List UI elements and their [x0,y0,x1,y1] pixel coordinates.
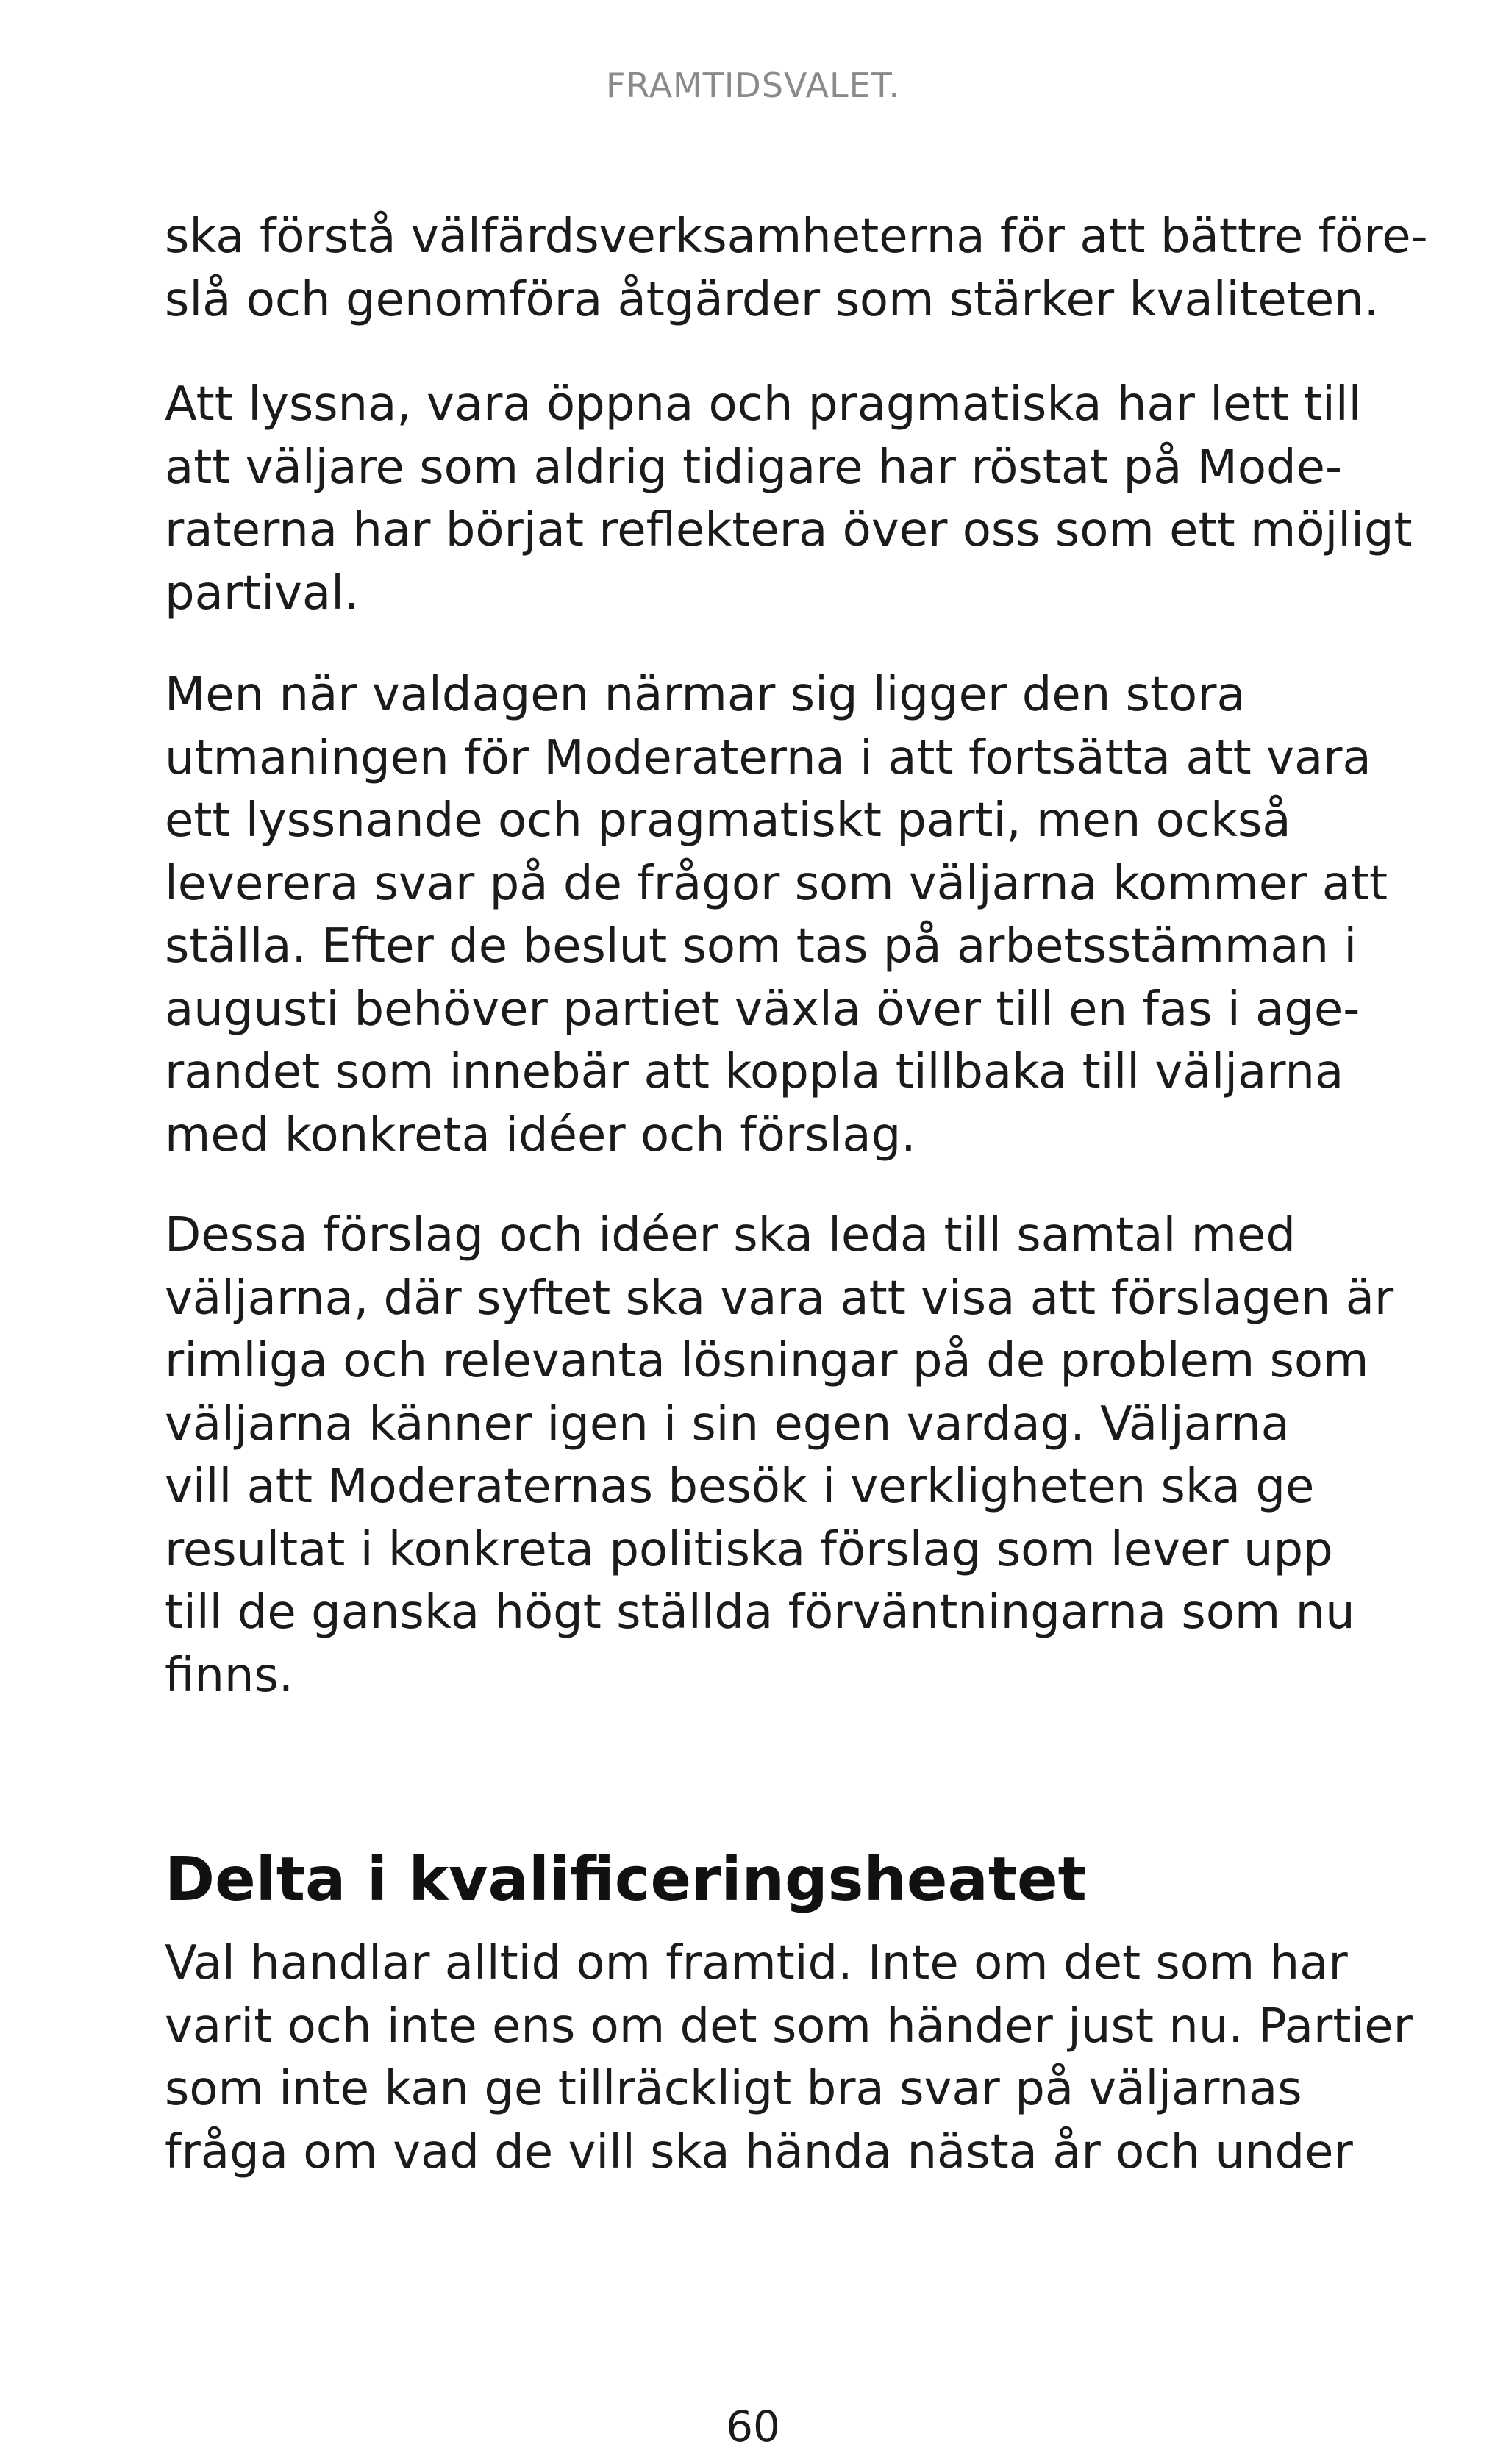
text-line: leverera svar på de frågor som väljarna kommer att [165,856,1388,911]
text-line: slå och genomföra åtgärder som stärker kvaliteten. [165,272,1380,327]
text-line: Val handlar alltid om framtid. Inte om det som har [165,1936,1348,1990]
text-line: Dessa förslag och idéer ska leda till samtal med [165,1208,1296,1263]
text-line: varit och inte ens om det som händer just nu. Partier [165,1999,1413,2054]
paragraph-2 [165,374,1413,625]
text-line: med konkreta idéer och förslag. [165,1107,916,1163]
text-line: augusti behöver partiet växla över till en fas i age- [165,982,1360,1037]
text-line: fråga om vad de vill ska hända nästa år och under [165,2124,1353,2179]
paragraph-4 [165,1204,1393,1707]
text-line: väljarna, där syftet ska vara att visa att förslagen är [165,1271,1394,1326]
text-line: randet som innebär att koppla tillbaka till väljarna [165,1045,1344,1099]
section-heading: Delta i kvalificeringsheatet [165,1845,1087,1915]
text-line: partival. [165,565,360,621]
text-line: ett lyssnande och pragmatiskt parti, men också [165,793,1291,848]
text-line: att väljare som aldrig tidigare har röstat på Mode- [165,440,1343,495]
text-line: Att lyssna, vara öppna och pragmatiska har lett till [165,377,1362,432]
text-line: Men när valdagen närmar sig ligger den stora [165,668,1246,722]
running-head: FRAMTIDSVALET. [606,65,900,105]
paragraph-1 [165,206,1428,332]
text-line: ska förstå välfärdsverksamheterna för att bättre före- [165,210,1428,264]
text-line: utmaningen för Moderaterna i att fortsätta att vara [165,730,1371,785]
text-line: vill att Moderaternas besök i verkligheten ska ge [165,1460,1315,1514]
section-paragraph [165,1932,1413,2184]
paragraph-3 [165,664,1388,1167]
text-line: ställa. Efter de beslut som tas på arbetsstämman i [165,919,1357,974]
text-line: finns. [165,1648,294,1703]
text-line: resultat i konkreta politiska förslag som lever upp [165,1522,1333,1577]
text-line: som inte kan ge tillräckligt bra svar på väljarnas [165,2062,1302,2116]
page-number: 60 [726,2401,780,2451]
text-line: väljarna känner igen i sin egen vardag. Väljarna [165,1396,1290,1451]
text-line: rimliga och relevanta lösningar på de problem som [165,1334,1369,1388]
text-line: raterna har börjat reflektera över oss som ett möjligt [165,503,1413,557]
text-line: till de ganska högt ställda förväntningarna som nu [165,1585,1355,1640]
